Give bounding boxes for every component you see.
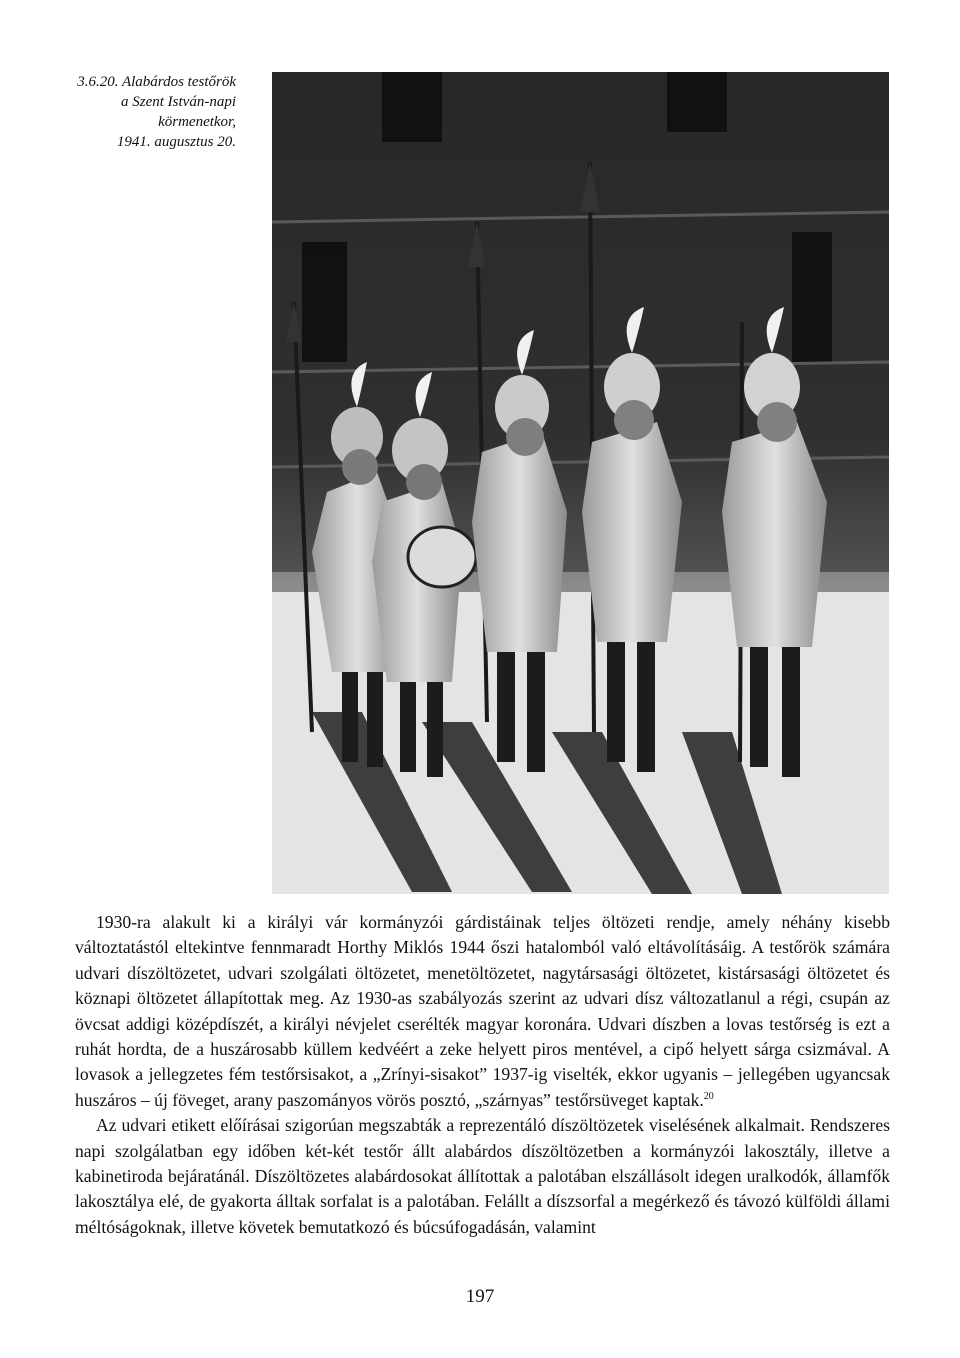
paragraph-text: 1930-ra alakult ki a királyi vár kormányzói gárdistáinak teljes öltözeti rendje, amely néhány kisebb változtatástól eltekintve fennmaradt Horthy Miklós 1944 őszi hatalomból való eltávolításáig. A testőrök számára udvari díszöltözetet, udvari szolgálati öltözetet, menetöltözetet, nagytársasági öltözetet, kistársasági öltözetet és köznapi öltözetet állapítottak meg. Az 1930-as szabályozás szerint az udvari dísz változatlanul a régi, csupán az övcsat addigi középdíszét, a királyi névjelet cserélték magyar koronára. Udvari díszben a lovas testőrség is ezt a ruhát hordta, de a huszárosabb küllem kedvéért a zeke helyett piros mentével, a cipő helyett sárga csizmával. A lovasok a jellegzetes fém testőrsisakot, a „Zrínyi-sisakot” 1937-ig viselték, ekkor ugyanis – jellegében ugyancsak huszáros – új föveget, arany paszományos vörös posztó, „szárnyas” testőrsüveget kaptak.	[75, 912, 890, 1110]
caption-line: körmenetkor,	[158, 114, 236, 130]
halberdier-guards-photo	[272, 72, 889, 894]
caption-line: 1941. augusztus 20.	[116, 134, 236, 150]
caption-line: 3.6.20. Alabárdos testőrök	[77, 74, 236, 90]
caption-line: a Szent István-napi	[121, 94, 236, 110]
footnote-marker: 20	[703, 1090, 714, 1102]
page-number: 197	[465, 1286, 495, 1307]
body-text	[75, 910, 890, 1240]
paragraph	[75, 910, 890, 1113]
paragraph: Az udvari etikett előírásai szigorúan megszabták a reprezentáló díszöltözetek viselésének alkalmait. Rendszeres napi szolgálatban egy időben két-két testőr állt alabárdos díszöltözetben a kormányzói lakosztály, illetve a kabinetiroda bejáratánál. Díszöltözetes alabárdosokat állítottak a palotában elszállásolt idegen uralkodók, államfők lakosztálya elé, de gyakorta álltak sorfalat is a palotában. Felállt a díszsorfal a megérkező és távozó külföldi állami méltóságoknak, illetve követek bemutatkozó és búcsúfogadásán, valamint	[75, 1115, 890, 1237]
figure-caption	[60, 72, 236, 152]
